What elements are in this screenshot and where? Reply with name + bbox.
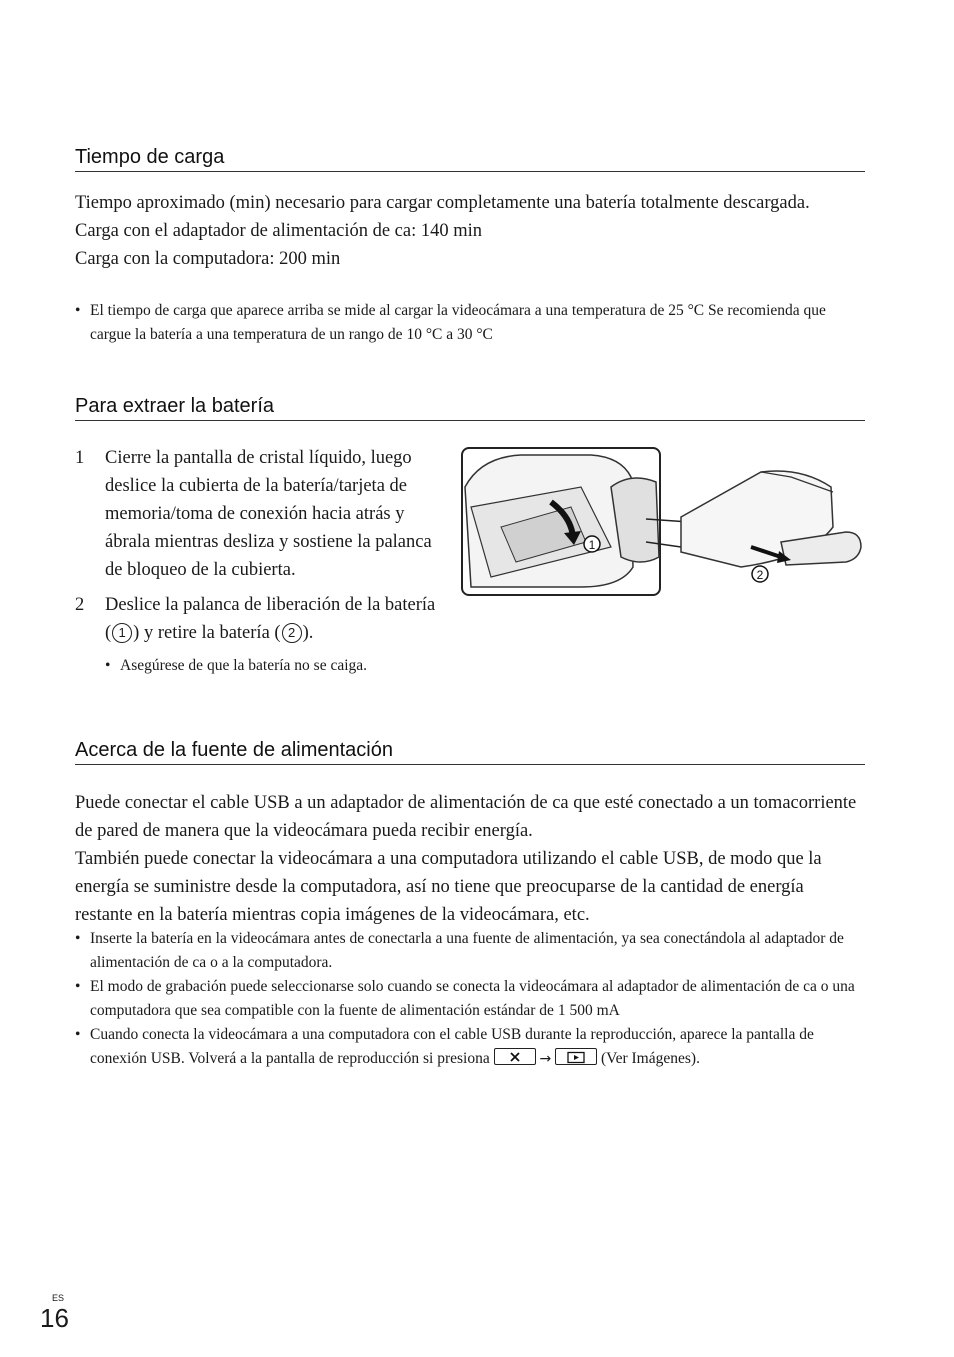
marker-1-icon: 1 — [112, 623, 132, 643]
close-button-icon — [494, 1048, 536, 1065]
charge-time-intro: Tiempo aproximado (min) necesario para cargar completamente una batería totalmente descargada. — [75, 193, 810, 213]
power-note-usb-playback — [75, 1023, 865, 1071]
step-2-number: 2 — [75, 595, 85, 615]
step-1-text: Cierre la pantalla de cristal líquido, luego deslice la cubierta de la batería/tarjeta de memoria/toma de conexión hacia atrás y ábrala mientras desliza y sostiene la palanca de bloqueo de la cubierta. — [105, 448, 432, 580]
power-note-recording-mode: • El modo de grabación puede seleccionarse solo cuando se conecta la videocámara al adaptador de alimentación de ca o una computadora que sea compatible con la fuente de alimentación estándar de 1 500 mA — [75, 975, 865, 1023]
step-2-text — [105, 591, 445, 647]
step-2-text-a: Deslice la palanca de liberación de la batería ( — [105, 595, 436, 643]
step-2-text-b: ) y retire la batería ( — [133, 623, 281, 643]
power-source-notes — [75, 927, 865, 1071]
illustration-marker-1: 1 — [588, 538, 596, 552]
step-2-notes — [105, 654, 445, 678]
step-1 — [75, 444, 445, 584]
heading-extraer-bateria: Para extraer la batería — [75, 395, 865, 421]
battery-removal-illustration — [461, 447, 881, 597]
page-number — [40, 1293, 69, 1333]
power-source-paragraph — [75, 789, 865, 929]
step-2-note-drop: • Asegúrese de que la batería no se caiga. — [105, 654, 445, 678]
charge-time-ac-adapter: Carga con el adaptador de alimentación de ca: 140 min — [75, 221, 483, 241]
arrow-right-icon: → — [539, 1051, 552, 1067]
power-note-insert-battery: • Inserte la batería en la videocámara antes de conectarla a una fuente de alimentación, ya sea conectándola al adaptador de alimentación de ca o a la computadora. — [75, 927, 865, 975]
heading-tiempo-de-carga: Tiempo de carga — [75, 146, 865, 172]
charge-note-temperature: • El tiempo de carga que aparece arriba se mide al cargar la videocámara a una temperatura de 25 °C Se recomienda que cargue la batería a una temperatura de un rango de 10 °C a 30 °C — [75, 299, 865, 347]
step-2-text-c: ). — [302, 623, 314, 643]
charge-notes — [75, 299, 865, 347]
charge-time-paragraph — [75, 189, 865, 273]
page-number-value: 16 — [40, 1303, 69, 1333]
step-1-number: 1 — [75, 448, 85, 468]
power-note-usb-text-a: Cuando conecta la videocámara a una computadora con el cable USB durante la reproducción, aparece la pantalla de conexión USB. Volverá a la pantalla de reproducción si presiona — [90, 1026, 814, 1067]
power-note-usb-text-b: (Ver Imágenes). — [600, 1050, 700, 1067]
marker-2-icon: 2 — [282, 623, 302, 643]
battery-removal-drawing — [461, 447, 881, 597]
step-2 — [75, 591, 445, 647]
heading-fuente-alimentacion: Acerca de la fuente de alimentación — [75, 739, 865, 765]
charge-time-computer: Carga con la computadora: 200 min — [75, 249, 341, 269]
page-language: ES — [52, 1293, 65, 1303]
power-source-para-1: Puede conectar el cable USB a un adaptador de alimentación de ca que esté conectado a un tomacorriente de pared de manera que la videocámara pueda recibir energía. — [75, 793, 857, 841]
view-images-button-icon — [555, 1048, 597, 1065]
illustration-marker-2: 2 — [756, 568, 764, 582]
power-source-para-2: También puede conectar la videocámara a una computadora utilizando el cable USB, de modo que la energía se suministre desde la computadora, así no tiene que preocuparse de la cantidad de energía restante en la batería mientras copia imágenes de la videocámara, etc. — [75, 849, 822, 925]
